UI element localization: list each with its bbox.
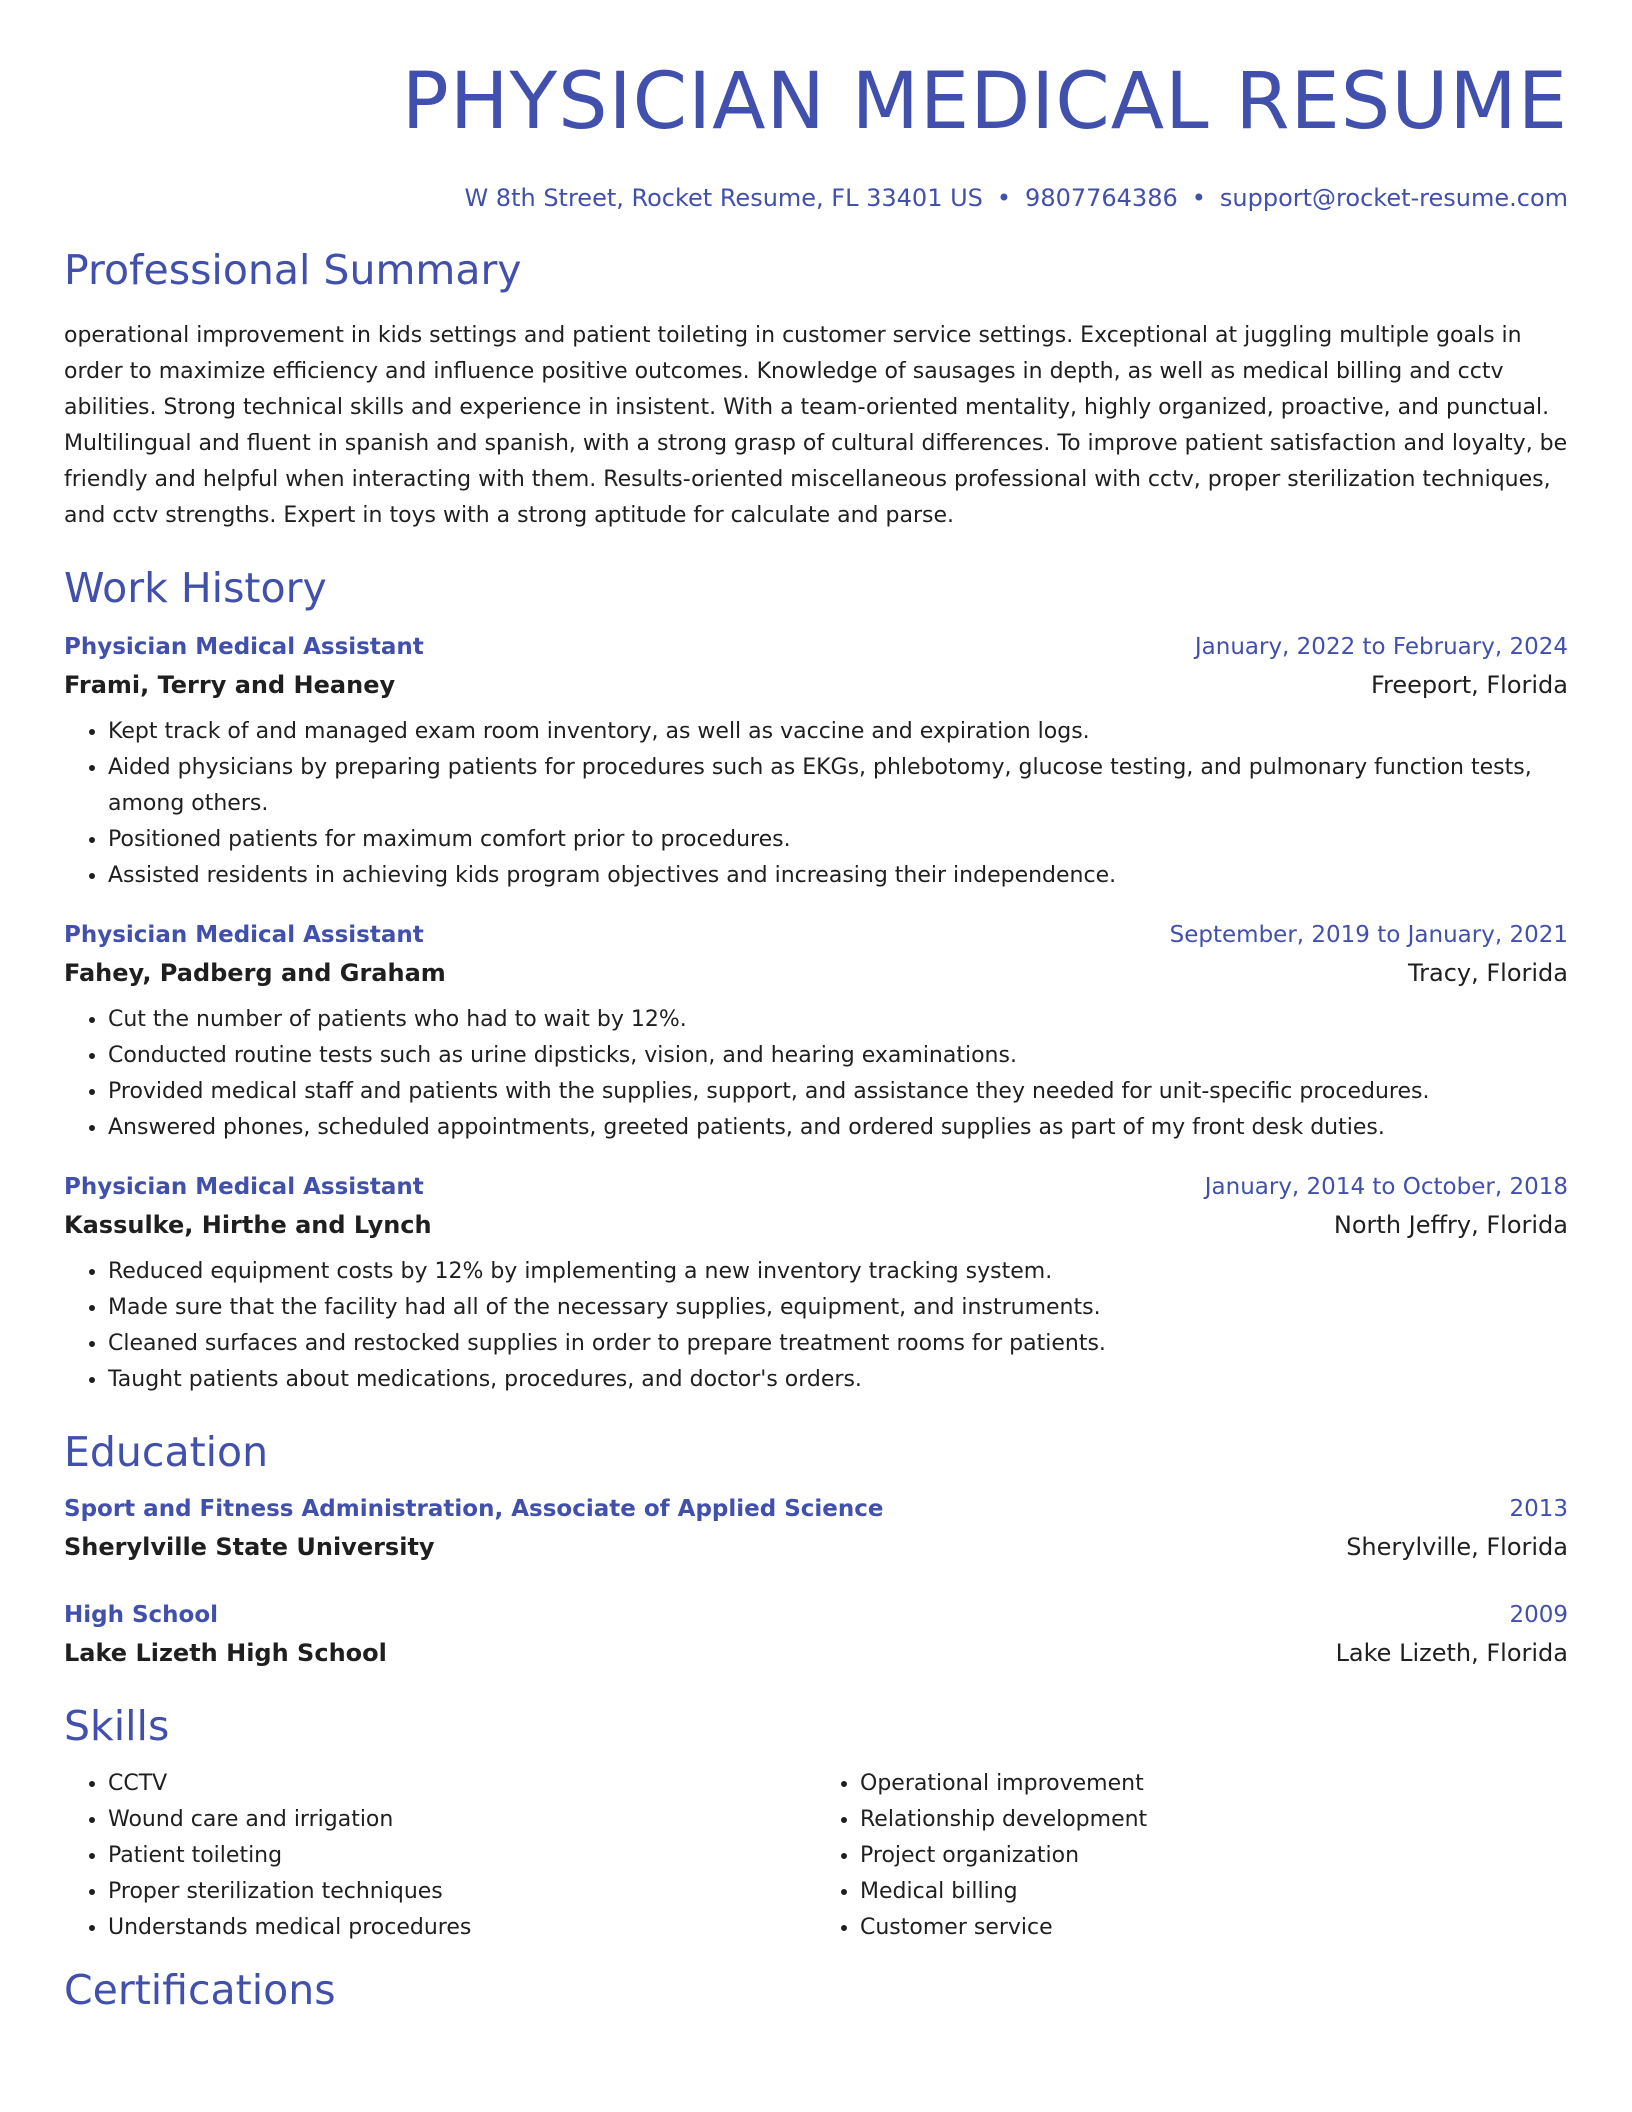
skill-item: • Wound care and irrigation: [108, 1802, 816, 1838]
job-company-row: [64, 666, 1568, 704]
education-degree: High School: [64, 1602, 219, 1628]
job-bullet: • Positioned patients for maximum comfort prior to procedures.: [108, 822, 1568, 858]
education-header-row: [64, 1490, 1568, 1528]
job-header-row: [64, 916, 1568, 954]
education-location: Lake Lizeth, Florida: [1335, 1639, 1568, 1667]
job-location: Tracy, Florida: [1408, 959, 1568, 987]
job-title: Physician Medical Assistant: [64, 634, 424, 660]
job-company: Frami, Terry and Heaney: [64, 671, 396, 699]
job-bullet: • Cut the number of patients who had to wait by 12%.: [108, 1002, 1568, 1038]
job-company: Fahey, Padberg and Graham: [64, 959, 446, 987]
section-title-education: Education: [64, 1428, 269, 1476]
skills-column-left: [64, 1766, 816, 1946]
education-year: 2013: [1509, 1496, 1568, 1522]
education-year: 2009: [1509, 1602, 1568, 1628]
section-title-certifications: Certifications: [64, 1966, 336, 2014]
certifications-section: [64, 1964, 1568, 2016]
education-location: Sherylville, Florida: [1346, 1533, 1568, 1561]
job-bullet: • Kept track of and managed exam room inventory, as well as vaccine and expiration logs.: [108, 714, 1568, 750]
job-company: Kassulke, Hirthe and Lynch: [64, 1211, 432, 1239]
resume-name: PHYSICIAN MEDICAL RESUME: [401, 57, 1568, 147]
job-bullets: [64, 714, 1568, 894]
job-bullets: [64, 1002, 1568, 1146]
job-bullet: • Made sure that the facility had all of the necessary supplies, equipment, and instruments.: [108, 1290, 1568, 1326]
job-bullet: • Provided medical staff and patients with the supplies, support, and assistance they needed for unit-specific procedures.: [108, 1074, 1568, 1110]
contact-phone: 9807764386: [1025, 184, 1178, 212]
contact-address: W 8th Street, Rocket Resume, FL 33401 US: [464, 184, 983, 212]
skill-item: • Operational improvement: [860, 1766, 1568, 1802]
job-dates: January, 2022 to February, 2024: [1194, 634, 1568, 660]
resume-header: [64, 0, 1568, 214]
job-bullet: • Assisted residents in achieving kids program objectives and increasing their independence.: [108, 858, 1568, 894]
section-title-work-history: Work History: [64, 564, 327, 612]
job-header-row: [64, 628, 1568, 666]
education-section: [64, 1426, 1568, 1672]
contact-separator: •: [996, 184, 1012, 212]
section-title-skills: Skills: [64, 1702, 170, 1750]
job-bullet: • Reduced equipment costs by 12% by implementing a new inventory tracking system.: [108, 1254, 1568, 1290]
education-degree: Sport and Fitness Administration, Associate of Applied Science: [64, 1496, 884, 1522]
job-bullet: • Answered phones, scheduled appointments, greeted patients, and ordered supplies as part of my front desk duties.: [108, 1110, 1568, 1146]
skill-item: • CCTV: [108, 1766, 816, 1802]
skill-item: • Understands medical procedures: [108, 1910, 816, 1946]
contact-email[interactable]: support@rocket-resume.com: [1219, 184, 1568, 212]
skill-item: • Customer service: [860, 1910, 1568, 1946]
education-header-row: [64, 1596, 1568, 1634]
education-school-row: [64, 1634, 1568, 1672]
work-history-section: [64, 562, 1568, 1398]
job-bullets: [64, 1254, 1568, 1398]
skill-item: • Project organization: [860, 1838, 1568, 1874]
job-entry: [64, 628, 1568, 894]
job-bullet: • Aided physicians by preparing patients for procedures such as EKGs, phlebotomy, glucose testing, and pulmonary function tests, among others.: [108, 750, 1568, 822]
skills-section: [64, 1700, 1568, 1946]
skill-item: • Patient toileting: [108, 1838, 816, 1874]
skill-item: • Proper sterilization techniques: [108, 1874, 816, 1910]
job-location: North Jeffry, Florida: [1333, 1211, 1568, 1239]
contact-line: [64, 182, 1568, 214]
job-dates: January, 2014 to October, 2018: [1204, 1174, 1568, 1200]
skill-item: • Medical billing: [860, 1874, 1568, 1910]
job-entry: [64, 1168, 1568, 1398]
job-bullet: • Conducted routine tests such as urine dipsticks, vision, and hearing examinations.: [108, 1038, 1568, 1074]
job-title: Physician Medical Assistant: [64, 922, 424, 948]
job-bullet: • Cleaned surfaces and restocked supplies in order to prepare treatment rooms for patients.: [108, 1326, 1568, 1362]
education-school: Lake Lizeth High School: [64, 1639, 387, 1667]
section-title-summary: Professional Summary: [64, 246, 522, 294]
job-header-row: [64, 1168, 1568, 1206]
job-location: Freeport, Florida: [1370, 671, 1568, 699]
summary-section: [64, 244, 1568, 534]
skills-grid: [64, 1766, 1568, 1946]
job-company-row: [64, 954, 1568, 992]
education-school: Sherylville State University: [64, 1533, 435, 1561]
education-school-row: [64, 1528, 1568, 1566]
education-entry: [64, 1490, 1568, 1566]
job-dates: September, 2019 to January, 2021: [1169, 922, 1568, 948]
education-entry: [64, 1596, 1568, 1672]
job-company-row: [64, 1206, 1568, 1244]
summary-text: operational improvement in kids settings and patient toileting in customer service settings. Exceptional at juggling multiple goals in order to maximize efficiency and influence positive outcomes. Knowledge of sausages in depth, as well as medical billing and cctv abilities. Strong technical skills and experience in insistent. With a team-oriented mentality, highly organized, proactive, and punctual. Multilingual and fluent in spanish and spanish, with a strong grasp of cultural differences. To improve patient satisfaction and loyalty, be friendly and helpful when interacting with them. Results-oriented miscellaneous professional with cctv, proper sterilization techniques, and cctv strengths. Expert in toys with a strong aptitude for calculate and parse.: [64, 323, 1568, 528]
skill-item: • Relationship development: [860, 1802, 1568, 1838]
job-bullet: • Taught patients about medications, procedures, and doctor's orders.: [108, 1362, 1568, 1398]
job-title: Physician Medical Assistant: [64, 1174, 424, 1200]
contact-separator: •: [1191, 184, 1206, 212]
job-entry: [64, 916, 1568, 1146]
skills-column-right: [816, 1766, 1568, 1946]
